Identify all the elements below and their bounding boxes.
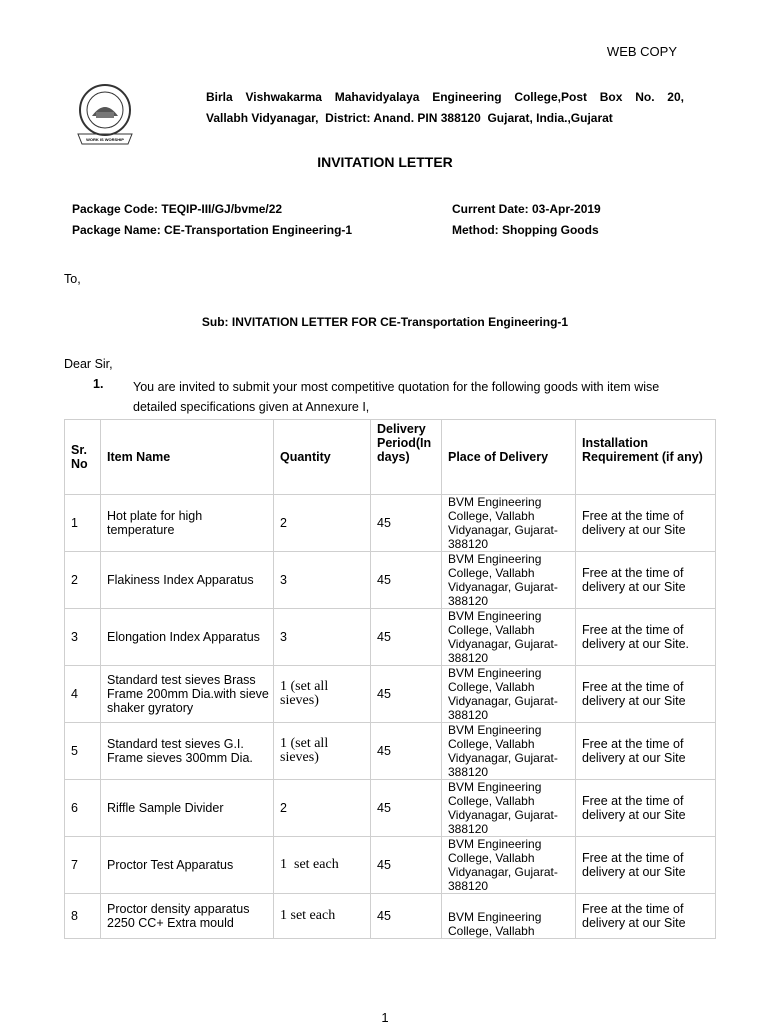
cell-sr: 1 [65,495,101,552]
cell-qty: 1 set each [274,894,371,939]
paragraph-line-2: detailed specifications given at Annexure I, [133,400,370,414]
package-code: Package Code: TEQIP-III/GJ/bvme/22 [72,202,283,216]
cell-install: Free at the time of delivery at our Site [576,666,716,723]
cell-place: BVM Engineering College, Vallabh Vidyanagar, Gujarat-388120 [442,837,576,894]
cell-place: BVM Engineering College, Vallabh Vidyanagar, Gujarat-388120 [442,666,576,723]
letter-title: INVITATION LETTER [317,154,453,170]
cell-place: BVM Engineering College, Vallabh Vidyanagar, Gujarat-388120 [442,780,576,837]
cell-install: Free at the time of delivery at our Site [576,495,716,552]
table-row [65,723,716,780]
cell-delivery: 45 [371,723,442,780]
paragraph-line-1: You are invited to submit your most competitive quotation for the following goods with item wise [133,380,660,394]
cell-install: Free at the time of delivery at our Site. [576,609,716,666]
cell-install: Free at the time of delivery at our Site [576,552,716,609]
cell-sr: 3 [65,609,101,666]
table-row [65,495,716,552]
procurement-method: Method: Shopping Goods [452,223,599,237]
college-address [206,87,684,129]
cell-sr: 6 [65,780,101,837]
logo-motto: WORK IS WORSHIP [86,137,124,142]
table-row [65,837,716,894]
web-copy-label: WEB COPY [606,44,677,59]
cell-item: Riffle Sample Divider [101,780,274,837]
cell-item: Proctor Test Apparatus [101,837,274,894]
cell-place: BVM Engineering College, Vallabh Vidyanagar, Gujarat-388120 [442,552,576,609]
cell-delivery: 45 [371,609,442,666]
cell-delivery: 45 [371,894,442,939]
header-delivery-period: Delivery Period(In days) [371,420,442,495]
header-quantity: Quantity [274,420,371,495]
cell-item: Elongation Index Apparatus [101,609,274,666]
cell-install: Free at the time of delivery at our Site [576,723,716,780]
header-sr-no: Sr. No [65,420,101,495]
page-number: 1 [381,1010,389,1025]
address-line-1: Birla Vishwakarma Mahavidyalaya Engineering College,Post Box No. 20, [206,90,684,104]
items-table [64,419,716,939]
cell-item: Proctor density apparatus 2250 CC+ Extra mould [101,894,274,939]
cell-install: Free at the time of delivery at our Site [576,837,716,894]
cell-qty: 2 [274,780,371,837]
cell-delivery: 45 [371,552,442,609]
table-row [65,780,716,837]
cell-install: Free at the time of delivery at our Site [576,780,716,837]
cell-qty: 2 [274,495,371,552]
cell-qty: 1 (set all sieves) [274,666,371,723]
cell-place: BVM Engineering College, Vallabh Vidyanagar, Gujarat-388120 [442,723,576,780]
cell-sr: 8 [65,894,101,939]
header-item-name: Item Name [101,420,274,495]
cell-place: BVM Engineering College, Vallabh [442,894,576,939]
cell-qty: 3 [274,609,371,666]
cell-delivery: 45 [371,666,442,723]
invitation-paragraph [133,377,693,417]
cell-sr: 2 [65,552,101,609]
header-installation: Installation Requirement (if any) [576,420,716,495]
cell-item: Standard test sieves G.I. Frame sieves 300mm Dia. [101,723,274,780]
salutation: Dear Sir, [64,357,113,371]
cell-qty: 3 [274,552,371,609]
table-row [65,666,716,723]
table-row [65,552,716,609]
recipient-to: To, [64,272,81,286]
cell-place: BVM Engineering College, Vallabh Vidyanagar, Gujarat-388120 [442,609,576,666]
cell-qty: 1 (set all sieves) [274,723,371,780]
cell-install: Free at the time of delivery at our Site [576,894,716,939]
header-place-of-delivery: Place of Delivery [442,420,576,495]
table-header-row [65,420,716,495]
cell-sr: 5 [65,723,101,780]
cell-delivery: 45 [371,780,442,837]
cell-item: Hot plate for high temperature [101,495,274,552]
subject-line: Sub: INVITATION LETTER FOR CE-Transportation Engineering-1 [201,315,569,329]
current-date: Current Date: 03-Apr-2019 [452,202,601,216]
paragraph-number: 1. [93,377,104,391]
cell-sr: 7 [65,837,101,894]
table-row [65,609,716,666]
cell-delivery: 45 [371,495,442,552]
cell-item: Standard test sieves Brass Frame 200mm Dia.with sieve shaker gyratory [101,666,274,723]
cell-sr: 4 [65,666,101,723]
address-line-2: Vallabh Vidyanagar, District: Anand. PIN 388120 Gujarat, India.,Gujarat [206,111,613,125]
cell-item: Flakiness Index Apparatus [101,552,274,609]
package-name: Package Name: CE-Transportation Engineering-1 [72,223,353,237]
cell-place: BVM Engineering College, Vallabh Vidyanagar, Gujarat-388120 [442,495,576,552]
cell-qty: 1 set each [274,837,371,894]
cell-delivery: 45 [371,837,442,894]
table-row [65,894,716,939]
